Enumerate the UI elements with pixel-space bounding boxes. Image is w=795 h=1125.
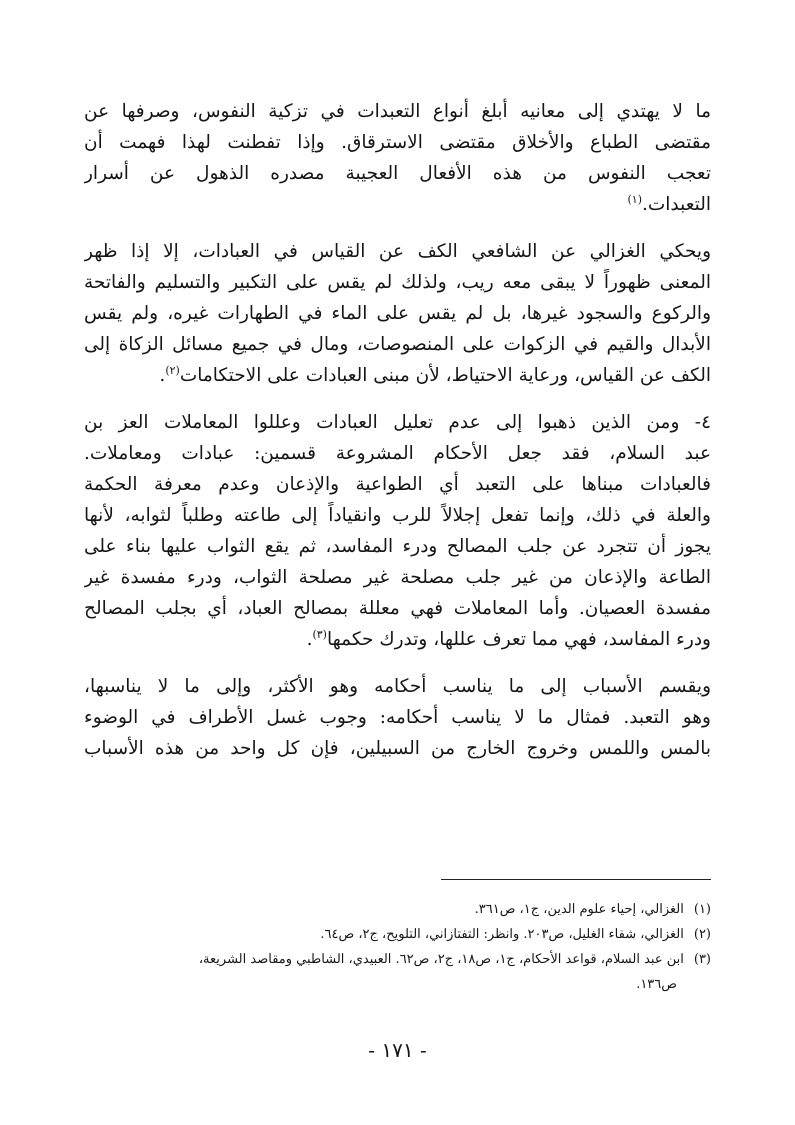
text-line: يجوز أن تتجرد عن جلب المصالح ودرء المفاسد، ثم يقع الثواب عليها بناء على: [84, 536, 711, 557]
text-line: تعجب النفوس من هذه الأفعال العجيبة مصدره الذهول عن أسرار: [84, 163, 711, 184]
footnote-divider: [441, 879, 711, 880]
text-line: وهو التعبد. فمثال ما لا يناسب أحكامه: وجوب غسل الأطراف في الوضوء: [84, 707, 711, 728]
text-line-content: ودرء المفاسد، فهي مما تعرف عللها، وتدرك حكمها: [326, 629, 711, 650]
text-line-content: الكف عن القياس، ورعاية الاحتياط، لأن مبنى العبادات على الاحتكامات: [179, 365, 711, 386]
footnote-text: ابن عبد السلام، قواعد الأحكام، ج١، ص١٨، ج٢، ص٦٢. العبيدي، الشاطبي ومقاصد الشريعة،: [198, 952, 684, 967]
text-line-last: [84, 189, 711, 220]
footnote-number: (٢): [693, 927, 711, 942]
footnote-text: الغزالي، إحياء علوم الدين، ج١، ص٣٦١.: [474, 902, 684, 917]
text-line: فالعبادات مبناها على التعبد أي الطواعية والإذعان وعدم معرفة الحكمة: [84, 474, 711, 495]
paragraph-1: [84, 96, 711, 220]
text-line: عبد السلام، فقد جعل الأحكام المشروعة قسمين: عبادات ومعاملات.: [84, 443, 711, 464]
text-line: ما لا يهتدي إلى معانيه أبلغ أنواع التعبدات في تزكية النفوس، وصرفها عن: [84, 101, 711, 122]
footnote-1: [84, 897, 711, 922]
text-line-content: التعبدات.: [641, 194, 711, 215]
text-line: ٤- ومن الذين ذهبوا إلى عدم تعليل العبادات وعللوا المعاملات العز بن: [84, 412, 711, 433]
footnote-number: (١): [693, 902, 711, 917]
text-line: مقتضى الطباع والأخلاق مقتضى الاسترقاق. وإذا تفطنت لهذا فهمت أن: [84, 132, 711, 153]
footnote-3-continuation: ص١٣٦.: [636, 977, 677, 992]
footnote-ref-1[interactable]: (١): [627, 192, 642, 206]
paragraph-3: [84, 407, 711, 655]
footnotes: [84, 897, 711, 997]
text-line: والعلة في ذلك، وإنما تفعل إجلالاً للرب وانقياداً إلى طاعته وطلباً لثوابه، لأنها: [84, 505, 711, 526]
text-line: الأبدال والقيم في الزكوات على المنصوصات، ومال في جميع مسائل الزكاة إلى: [84, 334, 711, 355]
text-line: ويحكي الغزالي عن الشافعي الكف عن القياس في العبادات، إلا إذا ظهر: [84, 241, 711, 262]
footnote-3: [84, 947, 711, 972]
text-line: الطاعة والإذعان من غير جلب مصلحة غير مصلحة الثواب، ودرء مفسدة غير: [84, 567, 711, 588]
text-line-last: الكف عن القياس، ورعاية الاحتياط، لأن مبنى العبادات على الاحتكامات$^{(٢)}$.: [159, 363, 711, 386]
text-line-last: ودرء المفاسد، فهي مما تعرف عللها، وتدرك حكمها$^{(٣)}$.: [306, 627, 711, 650]
paragraph-2: [84, 236, 711, 391]
main-text: [84, 96, 711, 764]
footnote-ref-3[interactable]: (٣): [312, 627, 327, 641]
footnote-ref-2[interactable]: (٢): [165, 363, 180, 377]
text-line: ويقسم الأسباب إلى ما يناسب أحكامه وهو الأكثر، وإلى ما لا يناسبها،: [84, 676, 711, 697]
paragraph-4: [84, 671, 711, 764]
text-line: بالمس واللمس وخروج الخارج من السبيلين، فإن كل واحد من هذه الأسباب: [84, 738, 711, 759]
page-number: - ١٧١ -: [368, 1038, 427, 1062]
text-line: والركوع والسجود غيرها، بل لم يقس على الماء في الطهارات غيره، ولم يقس: [84, 303, 711, 324]
text-line: مفسدة العصيان. وأما المعاملات فهي معللة بمصالح العباد، أي بجلب المصالح: [84, 598, 711, 619]
footnote-text: الغزالي، شفاء الغليل، ص٢٠٣. وانظر: التفتازاني، التلويح، ج٢، ص٦٤.: [320, 927, 684, 942]
footnote-number: (٣): [693, 952, 711, 967]
footnote-2: [84, 922, 711, 947]
text-line: المعنى ظهوراً لا يبقى معه ريب، ولذلك لم يقس على التكبير والتسليم والفاتحة: [84, 272, 711, 293]
